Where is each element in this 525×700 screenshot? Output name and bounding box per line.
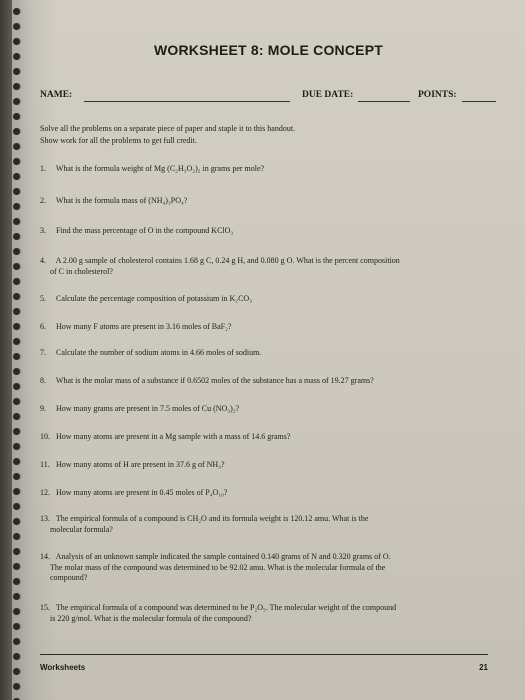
binder-hole [13,443,20,450]
worksheet-title: WORKSHEET 8: MOLE CONCEPT [153,42,383,58]
binder-hole [13,353,20,360]
question-2 [40,196,488,207]
question-text: The empirical formula of a compound is CH₂O and its formula weight is 120.12 amu. What is the [55,514,369,523]
question-number: 10. [40,432,50,441]
binder-hole [13,578,20,585]
question-number: 15. [40,603,50,612]
binder-hole [13,623,20,630]
binder-hole [13,263,20,270]
binder-hole [13,488,20,495]
points-blank-line [462,101,496,102]
footer-divider [40,654,488,655]
binder-hole [13,8,20,15]
question-text: A 2.00 g sample of cholesterol contains 1.68 g C, 0.24 g H, and 0.080 g O. What is the percent composition [55,256,400,265]
question-10 [40,432,488,443]
question-text: Analysis of an unknown sample indicated the sample contained 0.140 grams of N and 0.320 grams of O. [55,552,391,561]
question-number: 14. [40,552,50,561]
binder-hole [13,428,20,435]
question-number: 1. [40,164,46,173]
question-14 [40,552,488,584]
instructions-line-1: Solve all the problems on a separate piece of paper and staple it to this handout. [40,124,296,133]
binder-hole [13,188,20,195]
binder-hole [13,563,20,570]
binder-hole [13,23,20,30]
question-number: 8. [40,376,46,385]
binder-hole [13,548,20,555]
binder-hole [13,413,20,420]
question-5 [40,294,488,305]
question-number: 12. [40,488,50,497]
instructions [40,123,295,147]
binder-hole [13,113,20,120]
question-6 [40,322,488,333]
question-8 [40,376,488,387]
binder-hole [13,173,20,180]
question-text-continued-2: compound? [50,573,88,582]
question-7 [40,348,488,359]
binder-hole [13,533,20,540]
binder-hole [13,158,20,165]
question-text: Calculate the percentage composition of potassium in K₂CO₃ [56,294,252,303]
question-number: 7. [40,348,46,357]
binder-hole [13,308,20,315]
binder-hole [13,683,20,690]
binder-hole [13,398,20,405]
binder-hole [13,338,20,345]
worksheet-page [12,0,525,700]
binder-holes [12,0,24,700]
binder-hole [13,668,20,675]
binder-hole [13,323,20,330]
binder-hole [13,503,20,510]
footer-section-label: Worksheets [40,663,86,672]
question-text: The empirical formula of a compound was determined to be P₂O₅. The molecular weight of the compound [55,603,397,612]
question-9 [40,404,488,415]
question-3 [40,226,488,237]
question-text: What is the formula weight of Mg (C₂H₃O₂)₂ in grams per mole? [55,164,265,173]
question-number: 13. [40,514,50,523]
question-text: Find the mass percentage of O in the compound KClO₃ [56,226,234,235]
header-row [40,90,490,104]
question-15 [40,603,488,624]
name-blank-line [84,101,290,102]
due-date-label: DUE DATE: [302,90,354,100]
question-number: 4. [40,256,46,265]
question-text-continued: is 220 g/mol. What is the molecular formula of the compound? [50,613,252,623]
binder-hole [13,68,20,75]
question-text: How many atoms are present in a Mg sample with a mass of 14.6 grams? [56,432,291,441]
binder-hole [13,203,20,210]
binder-hole [13,653,20,660]
question-text: How many atoms of H are present in 37.6 g of NH₃? [56,460,225,469]
name-label: NAME: [40,90,73,100]
binder-hole [13,278,20,285]
question-text: Calculate the number of sodium atoms in 4.66 moles of sodium. [56,348,262,357]
binder-hole [13,608,20,615]
question-number: 3. [40,226,46,235]
question-1 [40,164,488,175]
question-text: How many grams are present in 7.5 moles of Cu (NO₃)₂? [56,404,240,413]
binder-hole [13,128,20,135]
question-number: 9. [40,404,46,413]
binder-hole [13,368,20,375]
question-number: 11. [40,460,50,469]
question-text: How many atoms are present in 0.45 moles of P₄O₁₀? [56,488,228,497]
binder-hole [13,293,20,300]
points-label: POINTS: [418,90,457,100]
binder-hole [13,518,20,525]
binder-hole [13,218,20,225]
binder-hole [13,383,20,390]
binder-hole [13,458,20,465]
page-number: 21 [479,663,488,672]
due-date-blank-line [358,101,410,102]
binder-hole [13,473,20,480]
question-11 [40,460,488,471]
binder-hole [13,248,20,255]
question-text-continued: of C in cholesterol? [50,266,113,276]
question-13 [40,514,488,535]
binder-hole [13,233,20,240]
question-number: 6. [40,322,46,331]
binder-hole [13,83,20,90]
question-text: What is the molar mass of a substance if 0.6502 moles of the substance has a mass of 19.27 grams? [55,376,374,385]
binder-hole [13,98,20,105]
question-text: What is the formula mass of (NH₄)₃PO₄? [55,196,188,205]
binder-hole [13,593,20,600]
question-text-continued: The molar mass of the compound was determined to be 92.02 amu. What is the molecular formula of the [50,562,386,572]
question-12 [40,488,488,499]
question-4 [40,256,488,277]
question-text: How many F atoms are present in 3.16 moles of BaF₂? [56,322,232,331]
binder-hole [13,638,20,645]
question-text-continued: molecular formula? [50,524,113,534]
question-number: 2. [40,196,46,205]
binder-hole [13,143,20,150]
question-number: 5. [40,294,46,303]
instructions-line-2: Show work for all the problems to get full credit. [40,136,197,145]
